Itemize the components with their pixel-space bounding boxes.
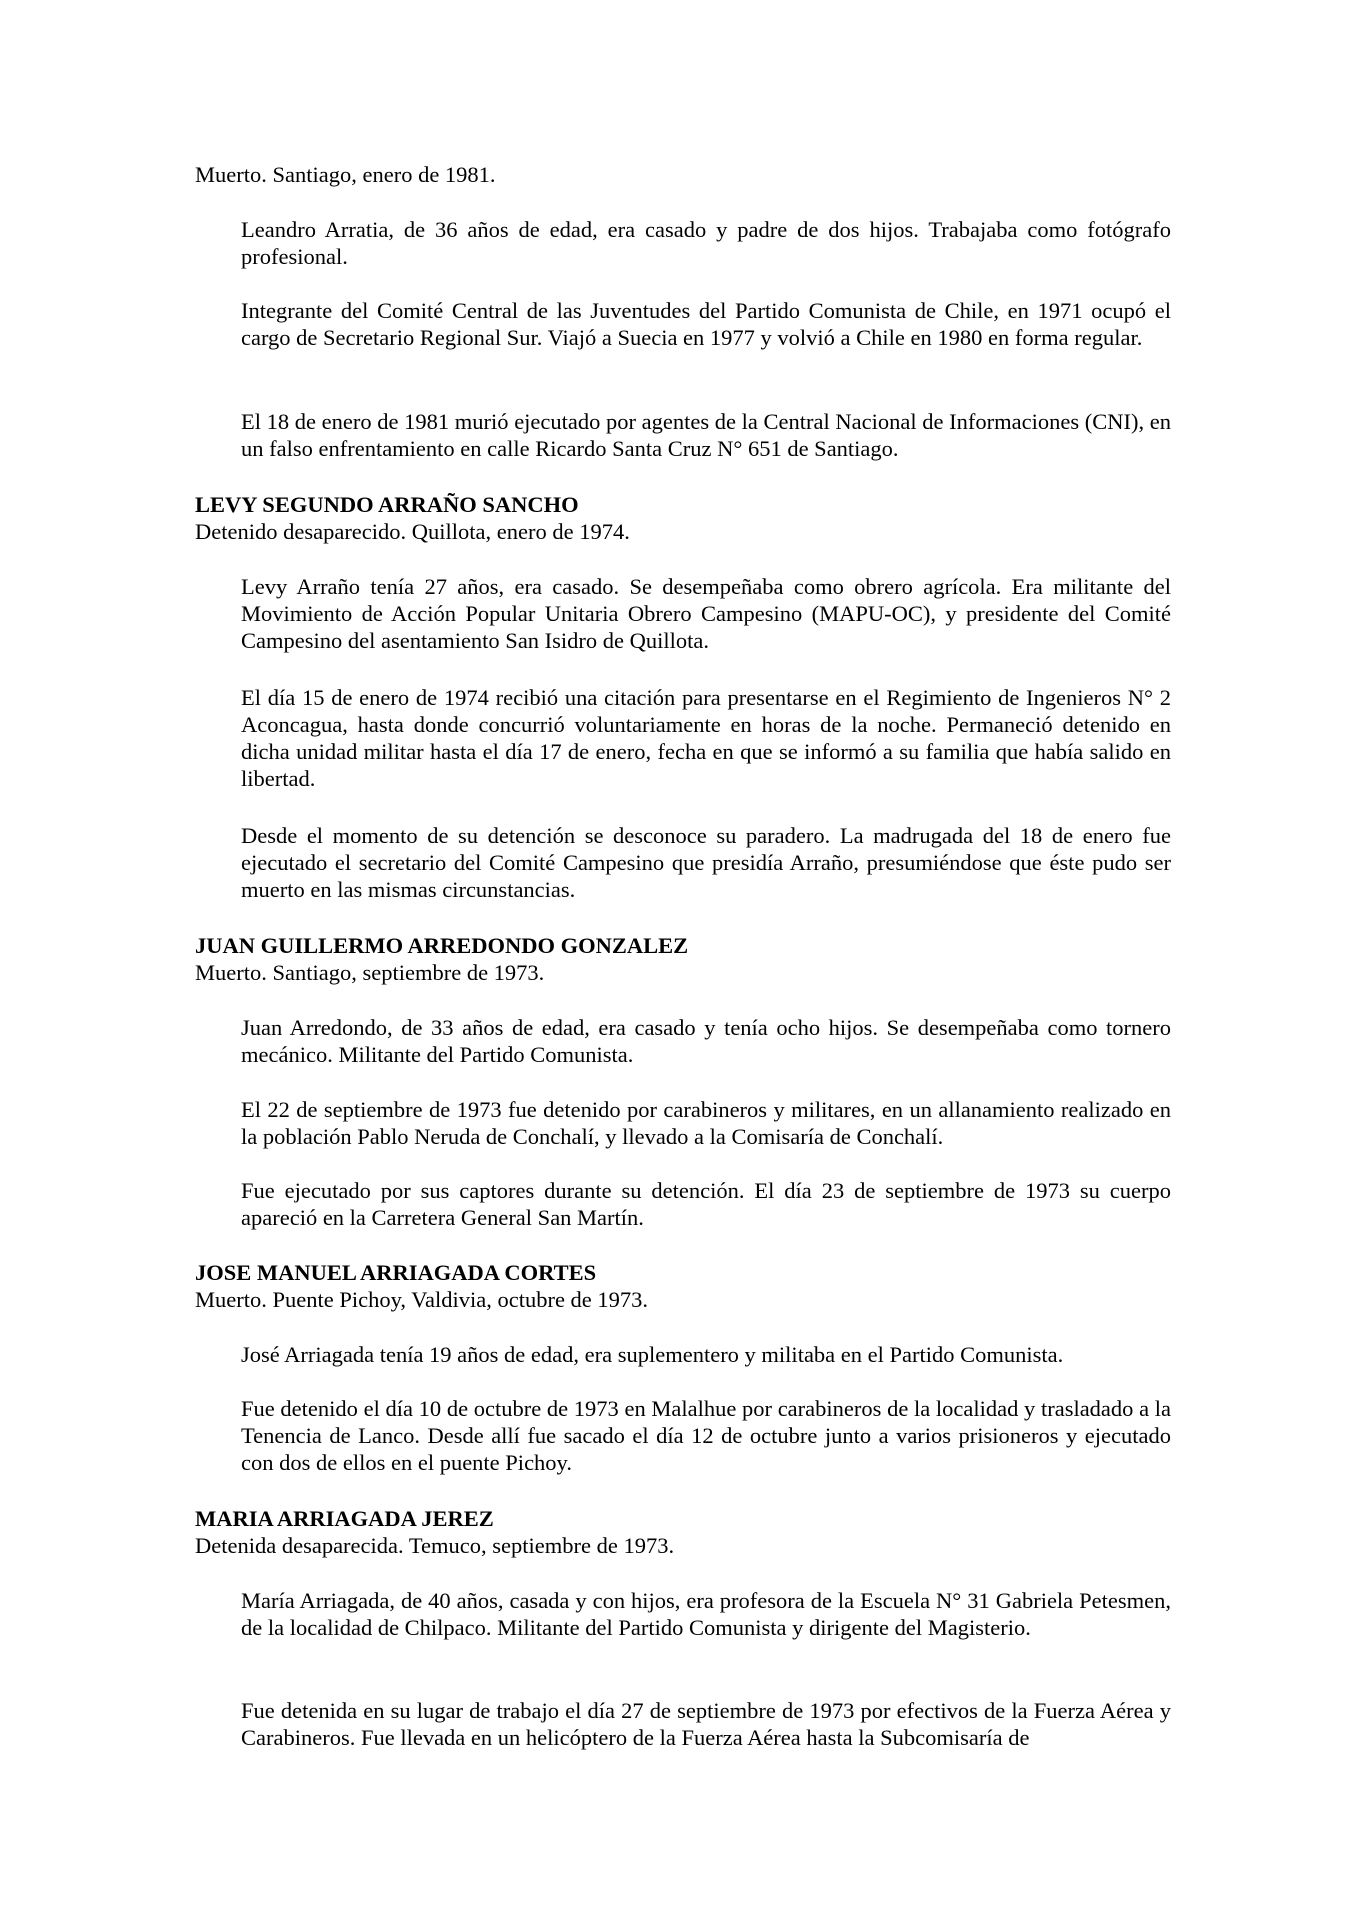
entry-subtitle: Detenido desaparecido. Quillota, enero de 1974. [195,519,630,544]
entry-paragraph: El 18 de enero de 1981 murió ejecutado por agentes de la Central Nacional de Informaciones (CNI), en un falso enfrentamiento en calle Ricardo Santa Cruz N° 651 de Santiago. [241,409,1171,461]
entry-paragraph: José Arriagada tenía 19 años de edad, era suplementero y militaba en el Partido Comunista. [241,1342,1064,1367]
entry-subtitle: Muerto. Puente Pichoy, Valdivia, octubre de 1973. [195,1287,649,1312]
entry-paragraph: María Arriagada, de 40 años, casada y con hijos, era profesora de la Escuela N° 31 Gabriela Petesmen, de la localidad de Chilpaco. Militante del Partido Comunista y dirigente del Magisterio. [241,1588,1171,1640]
entry-paragraph: El día 15 de enero de 1974 recibió una citación para presentarse en el Regimiento de Ingenieros N° 2 Aconcagua, hasta donde concurrió voluntariamente en horas de la noche. Permaneció detenido en dicha unidad militar hasta el día 17 de enero, fecha en que se informó a su familia que había salido en libertad. [241,685,1171,791]
entry-paragraph: Fue ejecutado por sus captores durante su detención. El día 23 de septiembre de 1973 su cuerpo apareció en la Carretera General San Martín. [241,1178,1171,1230]
entry-name: JOSE MANUEL ARRIAGADA CORTES [195,1260,597,1285]
entry-paragraph: Levy Arraño tenía 27 años, era casado. Se desempeñaba como obrero agrícola. Era militante del Movimiento de Acción Popular Unitaria Obrero Campesino (MAPU-OC), y presidente del Comité Campesino del asentamiento San Isidro de Quillota. [241,574,1171,653]
entry-subtitle: Detenida desaparecida. Temuco, septiembre de 1973. [195,1533,675,1558]
entry-paragraph: Integrante del Comité Central de las Juventudes del Partido Comunista de Chile, en 1971 ocupó el cargo de Secretario Regional Sur. Viajó a Suecia en 1977 y volvió a Chile en 1980 en forma regular. [241,298,1171,350]
entry-paragraph: Juan Arredondo, de 33 años de edad, era casado y tenía ocho hijos. Se desempeñaba como tornero mecánico. Militante del Partido Comunista. [241,1015,1171,1067]
entry-paragraph: Desde el momento de su detención se desconoce su paradero. La madrugada del 18 de enero fue ejecutado el secretario del Comité Campesino que presidía Arraño, presumiéndose que éste pudo ser muerto en las mismas circunstancias. [241,823,1171,902]
entry-subtitle: Muerto. Santiago, enero de 1981. [195,162,496,187]
entry-name: MARIA ARRIAGADA JEREZ [195,1506,494,1531]
entry-paragraph: Fue detenido el día 10 de octubre de 1973 en Malalhue por carabineros de la localidad y trasladado a la Tenencia de Lanco. Desde allí fue sacado el día 12 de octubre junto a varios prisioneros y ejecutado con dos de ellos en el puente Pichoy. [241,1396,1171,1475]
entry-name: JUAN GUILLERMO ARREDONDO GONZALEZ [195,933,689,958]
entry-paragraph: Leandro Arratia, de 36 años de edad, era casado y padre de dos hijos. Trabajaba como fotógrafo profesional. [241,217,1171,269]
entry-subtitle: Muerto. Santiago, septiembre de 1973. [195,960,545,985]
entry-paragraph: El 22 de septiembre de 1973 fue detenido por carabineros y militares, en un allanamiento realizado en la población Pablo Neruda de Conchalí, y llevado a la Comisaría de Conchalí. [241,1097,1171,1149]
entry-name: LEVY SEGUNDO ARRAÑO SANCHO [195,492,579,517]
entry-paragraph: Fue detenida en su lugar de trabajo el día 27 de septiembre de 1973 por efectivos de la Fuerza Aérea y Carabineros. Fue llevada en un helicóptero de la Fuerza Aérea hasta la Subcomisaría de [241,1698,1171,1750]
